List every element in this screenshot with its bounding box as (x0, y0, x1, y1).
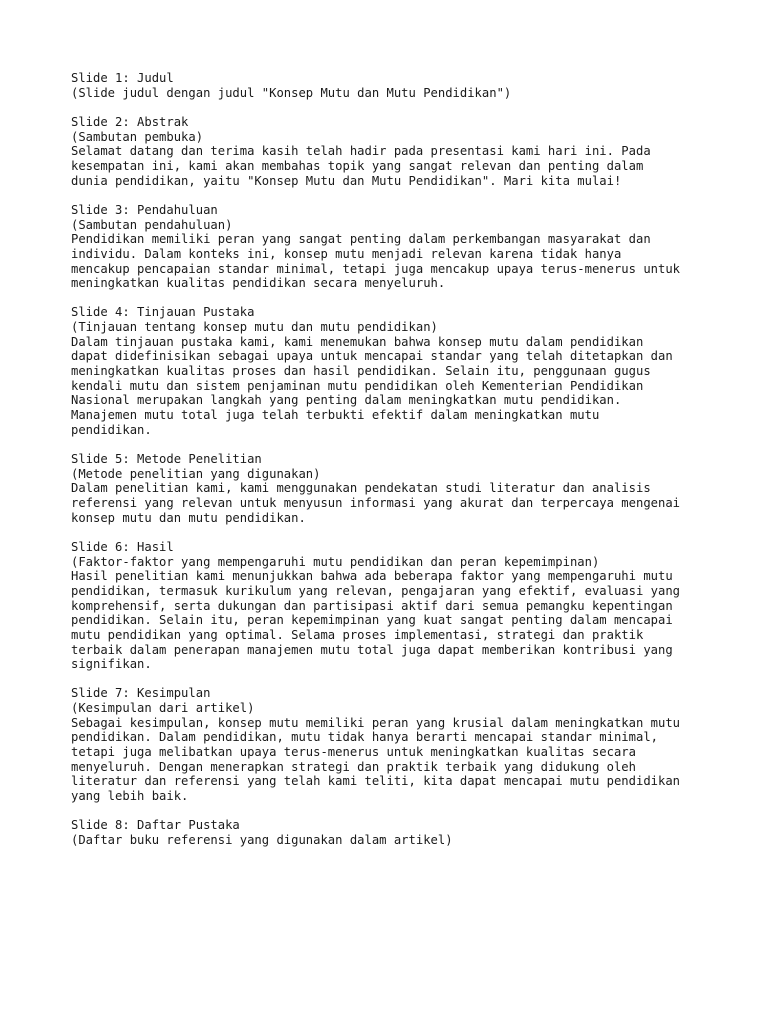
body-line: pendidikan, termasuk kurikulum yang relevan, pengajaran yang efektif, evaluasi yang (71, 583, 681, 598)
body-line: Dalam tinjauan pustaka kami, kami menemukan bahwa konsep mutu dalam pendidikan (71, 334, 644, 349)
slide-heading: Slide 1: Judul (71, 71, 174, 85)
body-line: Dalam penelitian kami, kami menggunakan pendekatan studi literatur dan analisis (71, 481, 651, 496)
body-line: pendidikan. Selain itu, peran kepemimpinan yang kuat sangat penting dalam mencapai (71, 613, 673, 628)
body-line: kesempatan ini, kami akan membahas topik yang sangat relevan dan penting dalam (71, 158, 644, 173)
slide-heading: Slide 2: Abstrak (71, 114, 189, 129)
slide-section (71, 686, 711, 803)
slide-heading: Slide 3: Pendahuluan (71, 202, 218, 217)
body-line: menyeluruh. Dengan menerapkan strategi dan praktik terbaik yang didukung oleh (71, 759, 636, 774)
body-line: pendidikan. Dalam pendidikan, mutu tidak hanya berarti mencapai standar minimal, (71, 730, 658, 745)
slide-section (71, 115, 711, 188)
body-line: meningkatkan kualitas proses dan hasil pendidikan. Selain itu, penggunaan gugus (71, 364, 651, 379)
slide-section (71, 818, 711, 847)
body-line: komprehensif, serta dukungan dan partisipasi aktif dari semua pemangku kepentingan (71, 598, 673, 613)
slide-heading: Slide 7: Kesimpulan (71, 686, 211, 701)
slide-subheading: (Daftar buku referensi yang digunakan dalam artikel) (71, 833, 453, 848)
body-line: dapat didefinisikan sebagai upaya untuk mencapai standar yang telah ditetapkan dan (71, 349, 673, 364)
slide-heading: Slide 4: Tinjauan Pustaka (71, 305, 255, 320)
body-line: meningkatkan kualitas pendidikan secara menyeluruh. (71, 276, 446, 291)
body-line: konsep mutu dan mutu pendidikan. (71, 510, 306, 525)
body-line: yang lebih baik. (71, 789, 189, 804)
body-line: dunia pendidikan, yaitu "Konsep Mutu dan Mutu Pendidikan". Mari kita mulai! (71, 173, 622, 188)
document-body (71, 71, 711, 862)
slide-section (71, 540, 711, 672)
body-line: literatur dan referensi yang telah kami teliti, kita dapat mencapai mutu pendidikan (71, 774, 681, 789)
body-line: Sebagai kesimpulan, konsep mutu memiliki peran yang krusial dalam meningkatkan mutu (71, 715, 681, 730)
slide-subheading: (Sambutan pendahuluan) (71, 217, 233, 232)
slide-subheading: (Faktor-faktor yang mempengaruhi mutu pendidikan dan peran kepemimpinan) (71, 554, 600, 569)
body-line: signifikan. (71, 657, 152, 672)
body-line: referensi yang relevan untuk menyusun informasi yang akurat dan terpercaya mengenai (71, 495, 681, 510)
slide-heading: Slide 6: Hasil (71, 539, 174, 554)
body-line: mutu pendidikan yang optimal. Selama proses implementasi, strategi dan praktik (71, 627, 644, 642)
slide-section (71, 71, 711, 100)
slide-subheading: (Kesimpulan dari artikel) (71, 701, 255, 716)
slide-section (71, 305, 711, 437)
slide-heading: Slide 5: Metode Penelitian (71, 452, 262, 466)
slide-heading: Slide 8: Daftar Pustaka (71, 818, 240, 833)
slide-section (71, 452, 711, 525)
body-line: individu. Dalam konteks ini, konsep mutu menjadi relevan karena tidak hanya (71, 246, 622, 261)
slide-subheading: (Sambutan pembuka) (71, 129, 204, 144)
body-line: Selamat datang dan terima kasih telah hadir pada presentasi kami hari ini. Pada (71, 144, 651, 159)
body-line: Nasional merupakan langkah yang penting dalam meningkatkan mutu pendidikan. (71, 393, 622, 408)
body-line: terbaik dalam penerapan manajemen mutu total juga dapat memberikan kontribusi yang (71, 642, 673, 657)
body-line: Hasil penelitian kami menunjukkan bahwa ada beberapa faktor yang mempengaruhi mutu (71, 569, 673, 584)
body-line: pendidikan. (71, 422, 152, 437)
slide-subheading: (Tinjauan tentang konsep mutu dan mutu pendidikan) (71, 320, 438, 335)
body-line: kendali mutu dan sistem penjaminan mutu pendidikan oleh Kementerian Pendidikan (71, 378, 644, 393)
slide-section (71, 203, 711, 291)
body-line: mencakup pencapaian standar minimal, tetapi juga mencakup upaya terus-menerus untuk (71, 261, 681, 276)
body-line: Manajemen mutu total juga telah terbukti efektif dalam meningkatkan mutu (71, 408, 600, 423)
slide-subheading: (Slide judul dengan judul "Konsep Mutu dan Mutu Pendidikan") (71, 85, 512, 100)
slide-subheading: (Metode penelitian yang digunakan) (71, 466, 321, 481)
body-line: Pendidikan memiliki peran yang sangat penting dalam perkembangan masyarakat dan (71, 232, 651, 247)
body-line: tetapi juga melibatkan upaya terus-menerus untuk meningkatkan kualitas secara (71, 745, 636, 760)
